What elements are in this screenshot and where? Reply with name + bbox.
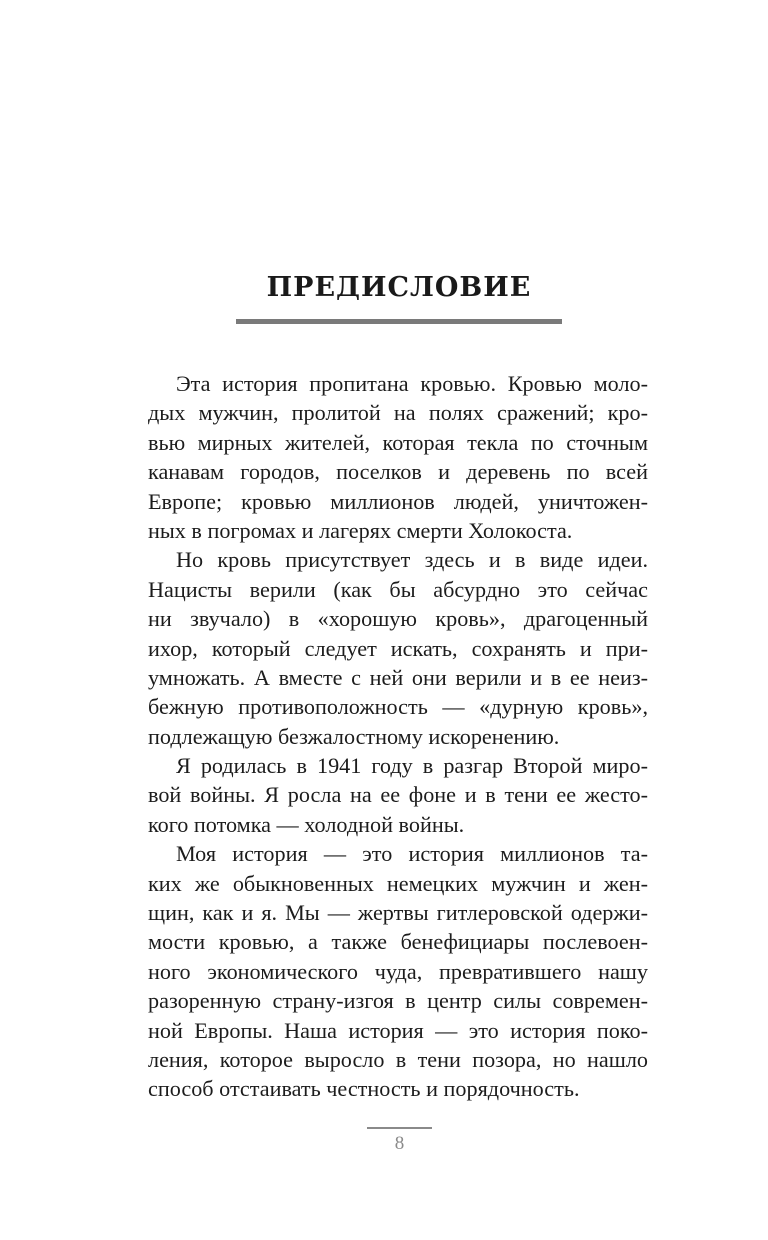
text-line: Но кровь присутствует здесь и в виде идеи. <box>176 547 648 573</box>
text-line: щин, как и я. Мы — жертвы гитлеровской одержи- <box>148 900 648 926</box>
text-line: Я родилась в 1941 году в разгар Второй миро- <box>176 753 648 779</box>
text-line: Европе; кровью миллионов людей, уничтожен- <box>148 488 648 514</box>
text-line: вью мирных жителей, которая текла по сточным <box>148 429 648 455</box>
text-line: канавам городов, поселков и деревень по всей <box>148 459 648 485</box>
text-line: ной Европы. Наша история — это история поко- <box>148 1017 648 1043</box>
text-line: разоренную страну-изгоя в центр силы современ- <box>148 988 648 1014</box>
text-line: Моя история — это история миллионов та- <box>176 841 648 867</box>
text-line: бежную противоположность — «дурную кровь», <box>148 694 648 720</box>
paragraph <box>148 751 648 839</box>
text-line: дых мужчин, пролитой на полях сражений; кро- <box>148 400 648 426</box>
paragraph <box>148 839 648 1104</box>
text-line: Нацисты верили (как бы абсурдно это сейчас <box>148 576 648 602</box>
text-line: Эта история пропитана кровью. Кровью моло- <box>176 371 648 396</box>
text-line: ких же обыкновенных немецких мужчин и жен- <box>148 870 648 896</box>
text-line: ных в погромах и лагерях смерти Холокоста. <box>148 517 573 543</box>
text-line: мости кровью, а также бенефициары послевоен- <box>148 929 648 955</box>
paragraph <box>148 545 648 751</box>
text-line: подлежащую безжалостному искоренению. <box>148 723 560 749</box>
page-number: 8 <box>394 1133 405 1154</box>
text-line: вой войны. Я росла на ее фоне и в тени ее жесто- <box>148 782 648 808</box>
text-line: ного экономического чуда, превратившего нашу <box>148 958 648 984</box>
page-title: ПРЕДИСЛОВИЕ <box>266 272 532 303</box>
text-line: ихор, который следует искать, сохранять и при- <box>148 635 648 661</box>
text-line: кого потомка — холодной войны. <box>148 811 465 837</box>
text-line: способ отстаивать честность и порядочность. <box>148 1076 580 1102</box>
text-line: умножать. А вместе с ней они верили и в ее неиз- <box>148 664 648 690</box>
paragraph <box>148 369 648 545</box>
footer-rule <box>367 1127 432 1129</box>
text-line: ни звучало) в «хорошую кровь», драгоценный <box>148 606 648 632</box>
body-text <box>148 369 648 1104</box>
text-line: ления, которое выросло в тени позора, но нашло <box>148 1046 648 1072</box>
title-underline <box>236 319 562 324</box>
